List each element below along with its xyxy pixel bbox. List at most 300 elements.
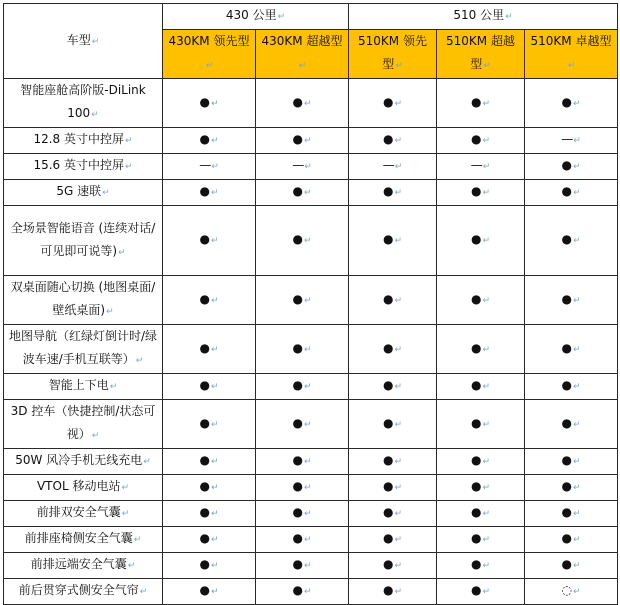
feature-cell [4, 374, 163, 400]
table-row [4, 180, 618, 206]
paragraph-mark-icon: ↵ [572, 535, 581, 545]
paragraph-mark-icon: ↵ [121, 483, 130, 493]
standard-dot-icon: ● [470, 94, 482, 109]
standard-dot-icon: ● [199, 505, 210, 519]
standard-dot-icon: ● [470, 583, 482, 597]
standard-dot-icon: ● [199, 479, 210, 493]
paragraph-mark-icon: ↵ [277, 12, 286, 22]
value-cell [437, 154, 525, 180]
standard-dot-icon: ● [292, 291, 303, 306]
value-cell [437, 79, 525, 128]
standard-dot-icon: ● [470, 531, 482, 545]
paragraph-mark-icon: ↵ [394, 419, 403, 430]
optional-icon: ◌ [561, 583, 572, 597]
paragraph-mark-icon: ↵ [572, 295, 581, 306]
value-cell [163, 579, 256, 605]
value-cell [525, 475, 618, 501]
feature-label: 前后贯穿式侧安全气帘 [18, 583, 139, 597]
group-label: 510 公里 [453, 8, 505, 22]
paragraph-mark-icon: ↵ [303, 136, 312, 146]
standard-dot-icon: ● [382, 232, 394, 246]
feature-label: 15.6 英寸中控屏 [33, 158, 124, 172]
column-header-510-exceed [437, 30, 525, 79]
column-header-510-lead [349, 30, 437, 79]
paragraph-mark-icon: ↵ [482, 236, 491, 246]
value-cell [256, 128, 349, 154]
paragraph-mark-icon: ↵ [303, 561, 312, 571]
value-cell [525, 449, 618, 475]
feature-cell [4, 553, 163, 579]
value-cell [349, 154, 437, 180]
not-available-icon: — [561, 132, 573, 146]
standard-dot-icon: ● [292, 94, 303, 109]
paragraph-mark-icon: ↵ [394, 509, 403, 519]
paragraph-mark-icon: ↵ [394, 98, 403, 109]
standard-dot-icon: ● [382, 184, 394, 198]
standard-dot-icon: ● [561, 158, 572, 172]
paragraph-mark-icon: ↵ [135, 356, 144, 366]
column-header-510-premium [525, 30, 618, 79]
paragraph-mark-icon: ↵ [210, 98, 219, 109]
standard-dot-icon: ● [561, 340, 572, 355]
paragraph-mark-icon: ↵ [395, 61, 403, 71]
paragraph-mark-icon: ↵ [210, 457, 219, 467]
value-cell [349, 449, 437, 475]
paragraph-mark-icon: ↵ [482, 162, 491, 172]
paragraph-mark-icon: ↵ [118, 247, 126, 258]
standard-dot-icon: ● [561, 479, 572, 493]
value-cell [437, 180, 525, 206]
standard-dot-icon: ● [292, 557, 303, 571]
standard-dot-icon: ● [382, 415, 394, 430]
paragraph-mark-icon: ↵ [394, 561, 403, 571]
standard-dot-icon: ● [292, 378, 303, 392]
paragraph-mark-icon: ↵ [210, 483, 219, 493]
table-row [4, 128, 618, 154]
paragraph-mark-icon: ↵ [210, 295, 219, 306]
feature-label: 3D 控车（快捷控制/状态可视） [10, 404, 156, 441]
paragraph-mark-icon: ↵ [482, 561, 491, 571]
paragraph-mark-icon: ↵ [102, 188, 110, 198]
table-row [4, 154, 618, 180]
paragraph-mark-icon: ↵ [303, 188, 312, 198]
paragraph-mark-icon: ↵ [482, 587, 491, 597]
value-cell [256, 553, 349, 579]
value-cell [256, 206, 349, 276]
paragraph-mark-icon: ↵ [572, 188, 581, 198]
standard-dot-icon: ● [199, 378, 210, 392]
paragraph-mark-icon: ↵ [211, 162, 219, 172]
paragraph-mark-icon: ↵ [394, 483, 403, 493]
standard-dot-icon: ● [292, 453, 303, 467]
corner-label: 车型 [66, 32, 91, 47]
value-cell [163, 79, 256, 128]
table-row [4, 475, 618, 501]
paragraph-mark-icon: ↵ [91, 36, 100, 47]
paragraph-mark-icon: ↵ [482, 295, 491, 306]
value-cell [349, 206, 437, 276]
value-cell [163, 128, 256, 154]
value-cell [525, 374, 618, 400]
paragraph-mark-icon: ↵ [210, 382, 219, 392]
column-label: 430KM 领先型 [168, 34, 250, 48]
standard-dot-icon: ● [292, 505, 303, 519]
value-cell [349, 180, 437, 206]
standard-dot-icon: ● [382, 132, 394, 146]
feature-label: 前排双安全气囊 [36, 505, 121, 519]
value-cell [525, 527, 618, 553]
feature-label: VTOL 移动电站 [36, 479, 121, 493]
standard-dot-icon: ● [382, 531, 394, 545]
value-cell [163, 527, 256, 553]
standard-dot-icon: ● [470, 291, 482, 306]
value-cell [163, 449, 256, 475]
paragraph-mark-icon: ↵ [303, 483, 312, 493]
not-available-icon: — [292, 158, 304, 172]
feature-cell [4, 501, 163, 527]
value-cell [525, 128, 618, 154]
feature-label: 前排远端安全气囊 [30, 557, 127, 571]
value-cell [163, 553, 256, 579]
standard-dot-icon: ● [199, 415, 210, 430]
paragraph-mark-icon: ↵ [505, 12, 513, 22]
paragraph-mark-icon: ↵ [572, 344, 581, 355]
paragraph-mark-icon: ↵ [210, 419, 219, 430]
value-cell [349, 276, 437, 325]
standard-dot-icon: ● [199, 94, 210, 109]
paragraph-mark-icon: ↵ [394, 344, 403, 355]
standard-dot-icon: ● [382, 340, 394, 355]
paragraph-mark-icon: ↵ [210, 188, 219, 198]
standard-dot-icon: ● [199, 557, 210, 571]
table-row [4, 276, 618, 325]
standard-dot-icon: ● [199, 184, 210, 198]
value-cell [349, 325, 437, 374]
feature-label: 全场景智能语音 (连续对话/可见即可说等) [10, 220, 156, 258]
paragraph-mark-icon: ↵ [482, 509, 491, 519]
value-cell [525, 501, 618, 527]
standard-dot-icon: ● [199, 340, 210, 355]
group-header-510 [349, 4, 618, 30]
paragraph-mark-icon: ↵ [303, 457, 312, 467]
paragraph-mark-icon: ↵ [303, 98, 312, 109]
paragraph-mark-icon: ↵ [482, 457, 491, 467]
value-cell [256, 180, 349, 206]
feature-cell [4, 475, 163, 501]
table-row [4, 553, 618, 579]
value-cell [256, 527, 349, 553]
value-cell [256, 400, 349, 449]
standard-dot-icon: ● [199, 583, 210, 597]
paragraph-mark-icon: ↵ [394, 162, 403, 172]
table-row [4, 79, 618, 128]
value-cell [349, 501, 437, 527]
paragraph-mark-icon: ↵ [304, 162, 312, 172]
standard-dot-icon: ● [382, 557, 394, 571]
spec-table [3, 3, 618, 605]
table-row [4, 501, 618, 527]
value-cell [437, 206, 525, 276]
feature-cell [4, 206, 163, 276]
value-cell [163, 475, 256, 501]
standard-dot-icon: ● [470, 232, 482, 246]
standard-dot-icon: ● [561, 232, 572, 246]
value-cell [437, 400, 525, 449]
not-available-icon: — [199, 158, 211, 172]
value-cell [437, 579, 525, 605]
standard-dot-icon: ● [561, 184, 572, 198]
spec-rows [4, 79, 618, 605]
standard-dot-icon: ● [470, 184, 482, 198]
standard-dot-icon: ● [292, 184, 303, 198]
paragraph-mark-icon: ↵ [572, 419, 581, 430]
paragraph-mark-icon: ↵ [572, 98, 581, 109]
paragraph-mark-icon: ↵ [210, 535, 219, 545]
standard-dot-icon: ● [561, 415, 572, 430]
paragraph-mark-icon: ↵ [572, 483, 581, 493]
paragraph-mark-icon: ↵ [567, 61, 576, 71]
table-row [4, 400, 618, 449]
value-cell [349, 79, 437, 128]
value-cell [349, 475, 437, 501]
feature-cell [4, 449, 163, 475]
feature-label: 智能上下电 [48, 378, 109, 392]
standard-dot-icon: ● [470, 340, 482, 355]
value-cell [349, 527, 437, 553]
paragraph-mark-icon: ↵ [394, 295, 403, 306]
standard-dot-icon: ● [382, 453, 394, 467]
paragraph-mark-icon: ↵ [210, 344, 219, 355]
paragraph-mark-icon: ↵ [210, 136, 219, 146]
paragraph-mark-icon: ↵ [303, 236, 312, 246]
standard-dot-icon: ● [292, 132, 303, 146]
paragraph-mark-icon: ↵ [394, 236, 403, 246]
value-cell [256, 579, 349, 605]
value-cell [437, 325, 525, 374]
table-row [4, 579, 618, 605]
value-cell [437, 501, 525, 527]
paragraph-mark-icon: ↵ [125, 162, 133, 172]
paragraph-mark-icon: ↵ [109, 382, 118, 392]
paragraph-mark-icon: ↵ [482, 535, 491, 545]
paragraph-mark-icon: ↵ [483, 61, 491, 71]
column-header-430-exceed [256, 30, 349, 79]
paragraph-mark-icon: ↵ [394, 587, 403, 597]
value-cell [349, 128, 437, 154]
feature-cell [4, 180, 163, 206]
column-header-430-lead [163, 30, 256, 79]
value-cell [525, 400, 618, 449]
value-cell [349, 579, 437, 605]
feature-label: 双桌面随心切换 (地图桌面/壁纸桌面) [10, 280, 156, 317]
value-cell [163, 501, 256, 527]
value-cell [163, 325, 256, 374]
table-row [4, 449, 618, 475]
column-label: 510KM 超越型 [446, 34, 515, 71]
standard-dot-icon: ● [199, 291, 210, 306]
paragraph-mark-icon: ↵ [210, 561, 219, 571]
feature-cell [4, 276, 163, 325]
value-cell [525, 79, 618, 128]
standard-dot-icon: ● [382, 378, 394, 392]
standard-dot-icon: ● [199, 453, 210, 467]
paragraph-mark-icon: ↵ [482, 136, 491, 146]
value-cell [525, 206, 618, 276]
feature-label: 50W 风冷手机无线充电 [15, 453, 143, 467]
paragraph-mark-icon: ↵ [572, 236, 581, 246]
paragraph-mark-icon: ↵ [303, 295, 312, 306]
feature-label: 12.8 英寸中控屏 [33, 132, 124, 146]
value-cell [256, 374, 349, 400]
paragraph-mark-icon: ↵ [133, 535, 142, 545]
feature-cell [4, 400, 163, 449]
column-label: 510KM 领先型 [358, 34, 427, 71]
standard-dot-icon: ● [470, 378, 482, 392]
feature-cell [4, 79, 163, 128]
standard-dot-icon: ● [470, 453, 482, 467]
standard-dot-icon: ● [561, 531, 572, 545]
value-cell [163, 154, 256, 180]
paragraph-mark-icon: ↵ [394, 457, 403, 467]
standard-dot-icon: ● [292, 531, 303, 545]
standard-dot-icon: ● [199, 531, 210, 545]
standard-dot-icon: ● [382, 583, 394, 597]
feature-cell [4, 128, 163, 154]
value-cell [163, 276, 256, 325]
standard-dot-icon: ● [292, 583, 303, 597]
standard-dot-icon: ● [382, 479, 394, 493]
table-row [4, 325, 618, 374]
paragraph-mark-icon: ↵ [482, 188, 491, 198]
standard-dot-icon: ● [470, 415, 482, 430]
paragraph-mark-icon: ↵ [91, 431, 100, 441]
table-row [4, 527, 618, 553]
value-cell [349, 553, 437, 579]
paragraph-mark-icon: ↵ [573, 136, 581, 146]
paragraph-mark-icon: ↵ [143, 457, 151, 467]
standard-dot-icon: ● [199, 232, 210, 246]
standard-dot-icon: ● [382, 94, 394, 109]
standard-dot-icon: ● [561, 378, 572, 392]
table-row [4, 374, 618, 400]
paragraph-mark-icon: ↵ [210, 587, 219, 597]
paragraph-mark-icon: ↵ [572, 587, 581, 597]
value-cell [525, 180, 618, 206]
paragraph-mark-icon: ↵ [125, 136, 133, 146]
paragraph-mark-icon: ↵ [121, 509, 130, 519]
paragraph-mark-icon: ↵ [572, 561, 581, 571]
paragraph-mark-icon: ↵ [394, 188, 403, 198]
value-cell [437, 276, 525, 325]
value-cell [349, 400, 437, 449]
standard-dot-icon: ● [382, 291, 394, 306]
paragraph-mark-icon: ↵ [482, 344, 491, 355]
value-cell [437, 527, 525, 553]
value-cell [163, 400, 256, 449]
value-cell [437, 374, 525, 400]
paragraph-mark-icon: ↵ [303, 509, 312, 519]
value-cell [437, 553, 525, 579]
paragraph-mark-icon: ↵ [482, 419, 491, 430]
value-cell [256, 475, 349, 501]
value-cell [525, 579, 618, 605]
standard-dot-icon: ● [470, 557, 482, 571]
standard-dot-icon: ● [292, 415, 303, 430]
standard-dot-icon: ● [470, 505, 482, 519]
standard-dot-icon: ● [561, 291, 572, 306]
standard-dot-icon: ● [470, 479, 482, 493]
value-cell [437, 449, 525, 475]
standard-dot-icon: ● [561, 557, 572, 571]
standard-dot-icon: ● [561, 505, 572, 519]
standard-dot-icon: ● [199, 132, 210, 146]
value-cell [437, 128, 525, 154]
paragraph-mark-icon: ↵ [482, 98, 491, 109]
paragraph-mark-icon: ↵ [482, 382, 491, 392]
paragraph-mark-icon: ↵ [394, 136, 403, 146]
group-header-430 [163, 4, 349, 30]
paragraph-mark-icon: ↵ [205, 61, 214, 71]
paragraph-mark-icon: ↵ [127, 561, 136, 571]
feature-label: 智能座舱高阶版-DiLink 100 [20, 83, 146, 120]
feature-cell [4, 154, 163, 180]
paragraph-mark-icon: ↵ [572, 162, 581, 172]
paragraph-mark-icon: ↵ [572, 457, 581, 467]
paragraph-mark-icon: ↵ [106, 307, 114, 317]
feature-cell [4, 325, 163, 374]
value-cell [525, 276, 618, 325]
value-cell [256, 276, 349, 325]
standard-dot-icon: ● [561, 94, 572, 109]
standard-dot-icon: ● [561, 453, 572, 467]
value-cell [256, 501, 349, 527]
value-cell [256, 79, 349, 128]
column-label: 430KM 超越型 [261, 34, 343, 48]
paragraph-mark-icon: ↵ [303, 382, 312, 392]
paragraph-mark-icon: ↵ [572, 382, 581, 392]
corner-header [4, 4, 163, 79]
paragraph-mark-icon: ↵ [303, 419, 312, 430]
paragraph-mark-icon: ↵ [394, 382, 403, 392]
group-label: 430 公里 [225, 8, 277, 22]
paragraph-mark-icon: ↵ [298, 61, 307, 71]
feature-label: 5G 速联 [56, 184, 102, 198]
standard-dot-icon: ● [292, 232, 303, 246]
value-cell [163, 206, 256, 276]
paragraph-mark-icon: ↵ [139, 587, 148, 597]
table-row [4, 206, 618, 276]
value-cell [163, 374, 256, 400]
feature-cell [4, 579, 163, 605]
value-cell [525, 325, 618, 374]
value-cell [256, 325, 349, 374]
standard-dot-icon: ● [292, 479, 303, 493]
paragraph-mark-icon: ↵ [303, 344, 312, 355]
value-cell [525, 553, 618, 579]
standard-dot-icon: ● [382, 505, 394, 519]
paragraph-mark-icon: ↵ [210, 509, 219, 519]
feature-cell [4, 527, 163, 553]
value-cell [256, 154, 349, 180]
value-cell [525, 154, 618, 180]
paragraph-mark-icon: ↵ [394, 535, 403, 545]
standard-dot-icon: ● [470, 132, 482, 146]
feature-label: 地图导航（红绿灯倒计时/绿波车速/手机互联等） [8, 329, 158, 366]
standard-dot-icon: ● [292, 340, 303, 355]
paragraph-mark-icon: ↵ [210, 236, 219, 246]
feature-label: 前排座椅侧安全气囊 [24, 531, 133, 545]
paragraph-mark-icon: ↵ [572, 509, 581, 519]
